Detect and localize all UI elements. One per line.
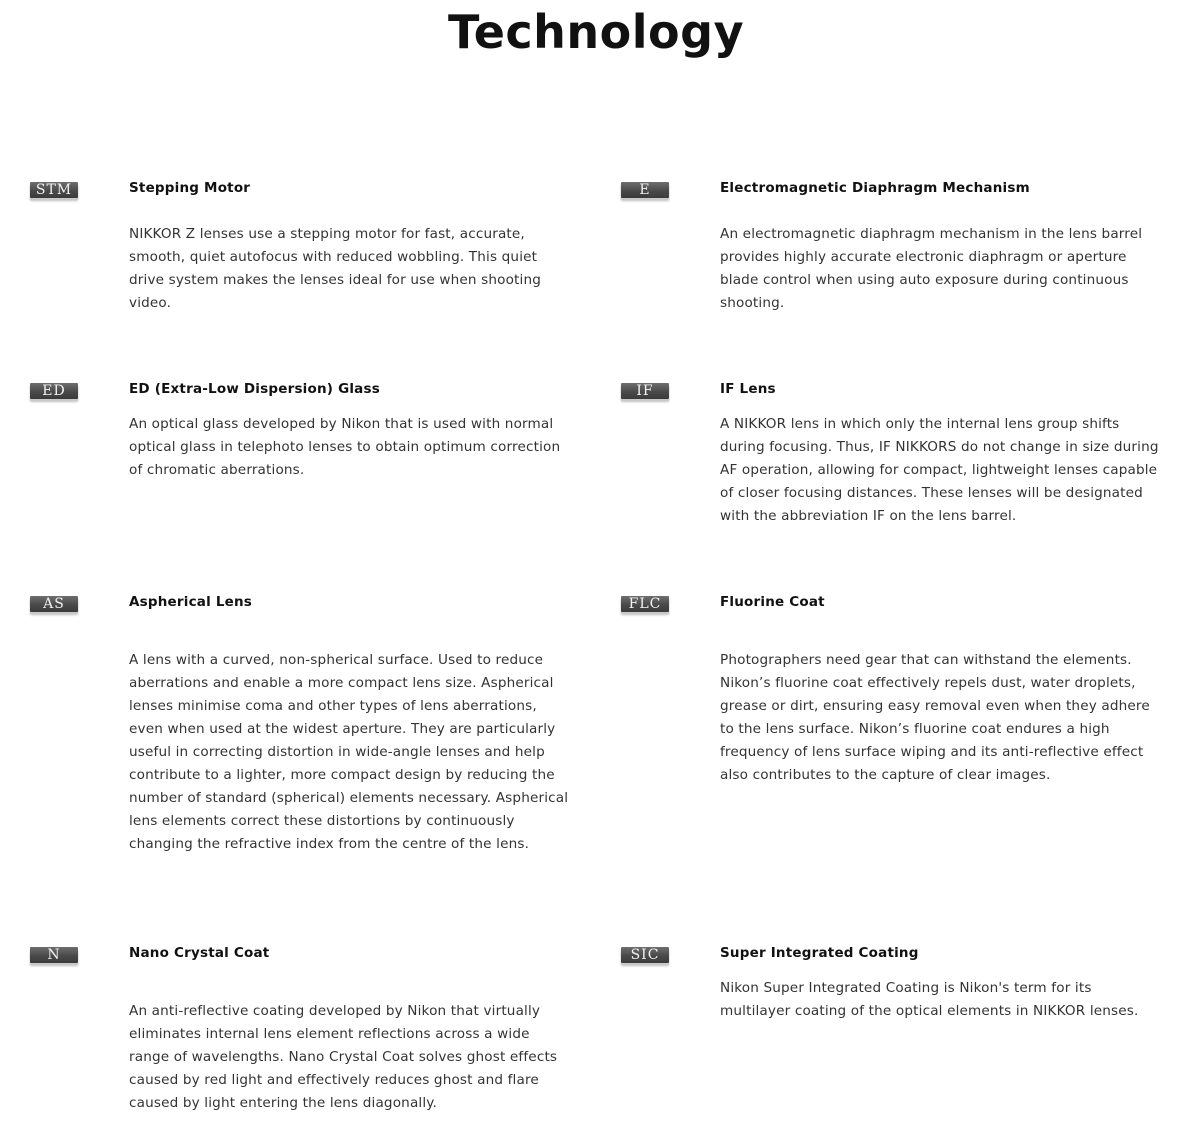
feature-title: Electromagnetic Diaphragm Mechanism: [720, 180, 1030, 196]
if-badge-icon: IF: [621, 383, 669, 399]
feature-title: Stepping Motor: [129, 180, 251, 196]
feature-title: Fluorine Coat: [720, 594, 825, 610]
page-title: Technology: [447, 5, 745, 59]
feature-title: Nano Crystal Coat: [129, 945, 270, 961]
sic-badge-icon: SIC: [621, 947, 669, 963]
feature-description: A NIKKOR lens in which only the internal lens group shifts during focusing. Thus, IF NIKKORS do not change in size during AF operation, allowing for compact, lightweight lenses capable of closer focusing distances. These lenses will be designated with the abbreviation IF on the lens barrel.: [720, 416, 1159, 524]
stm-badge-icon: STM: [30, 182, 78, 198]
ed-badge-icon: ED: [30, 383, 78, 399]
e-badge-icon: E: [621, 182, 669, 198]
feature-description: An optical glass developed by Nikon that is used with normal optical glass in telephoto lenses to obtain optimum correction of chromatic aberrations.: [129, 416, 561, 478]
as-badge-icon: AS: [30, 596, 78, 612]
feature-title: Super Integrated Coating: [720, 945, 919, 961]
n-badge-icon: N: [30, 947, 78, 963]
feature-title: IF Lens: [720, 381, 776, 397]
feature-description: An anti-reflective coating developed by Nikon that virtually eliminates internal lens element reflections across a wide range of wavelengths. Nano Crystal Coat solves ghost effects caused by red light and effectively reduces ghost and flare caused by light entering the lens diagonally.: [129, 1003, 558, 1111]
feature-description: NIKKOR Z lenses use a stepping motor for fast, accurate, smooth, quiet autofocus with reduced wobbling. This quiet drive system makes the lenses ideal for use when shooting video.: [129, 226, 542, 311]
feature-description: Photographers need gear that can withstand the elements. Nikon’s fluorine coat effectively repels dust, water droplets, grease or dirt, ensuring easy removal even when they adhere to the lens surface. Nikon’s fluorine coat endures a high frequency of lens surface wiping and its anti-reflective effect also contributes to the capture of clear images.: [720, 652, 1150, 783]
feature-title: ED (Extra-Low Dispersion) Glass: [129, 381, 380, 397]
feature-title: Aspherical Lens: [129, 594, 253, 610]
feature-description: An electromagnetic diaphragm mechanism in the lens barrel provides highly accurate electronic diaphragm or aperture blade control when using auto exposure during continuous shooting.: [720, 226, 1143, 311]
feature-description: Nikon Super Integrated Coating is Nikon's term for its multilayer coating of the optical elements in NIKKOR lenses.: [720, 980, 1139, 1019]
flc-badge-icon: FLC: [621, 596, 669, 612]
feature-description: A lens with a curved, non-spherical surface. Used to reduce aberrations and enable a more compact lens size. Aspherical lenses minimise coma and other types of lens aberrations, even when used at the widest aperture. They are particularly useful in correcting distortion in wide-angle lenses and help contribute to a lighter, more compact design by reducing the number of standard (spherical) elements necessary. Aspherical lens elements correct these distortions by continuously changing the refractive index from the centre of the lens.: [129, 652, 569, 852]
